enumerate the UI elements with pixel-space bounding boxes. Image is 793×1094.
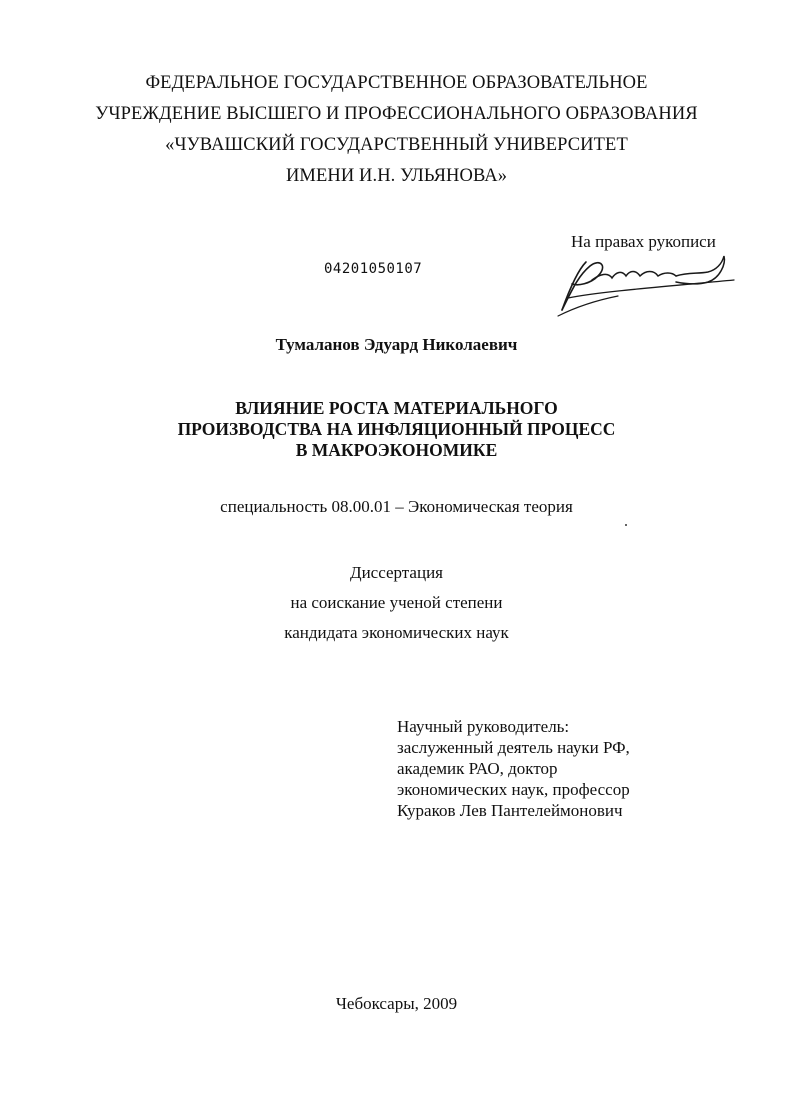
supervisor-name: Кураков Лев Пантелеймонович	[397, 801, 623, 820]
supervisor-block	[397, 716, 630, 821]
thesis-title-line-3: В МАКРОЭКОНОМИКЕ	[295, 440, 498, 460]
degree-line-2: на соискание ученой степени	[290, 593, 503, 612]
registration-number: 04201050107	[324, 261, 423, 277]
thesis-title-line-1: ВЛИЯНИЕ РОСТА МАТЕРИАЛЬНОГО	[235, 398, 558, 418]
supervisor-honorary-title: заслуженный деятель науки РФ,	[397, 738, 630, 757]
scan-speck	[625, 524, 627, 526]
supervisor-heading: Научный руководитель:	[397, 717, 570, 736]
manuscript-rights-note: На правах рукописи	[571, 232, 716, 251]
degree-line-3: кандидата экономических наук	[284, 623, 509, 642]
institution-line-3: «ЧУВАШСКИЙ ГОСУДАРСТВЕННЫЙ УНИВЕРСИТЕТ	[165, 135, 628, 155]
degree-line-1: Диссертация	[349, 563, 443, 582]
specialty-line: специальность 08.00.01 – Экономическая теория	[220, 497, 573, 516]
supervisor-academic-title: академик РАО, доктор	[397, 759, 558, 778]
thesis-title-line-2: ПРОИЗВОДСТВА НА ИНФЛЯЦИОННЫЙ ПРОЦЕСС	[177, 419, 616, 439]
city-and-year: Чебоксары, 2009	[335, 994, 458, 1013]
institution-line-2: УЧРЕЖДЕНИЕ ВЫСШЕГО И ПРОФЕССИОНАЛЬНОГО ОБРАЗОВАНИЯ	[95, 104, 698, 124]
supervisor-degree: экономических наук, профессор	[397, 780, 630, 799]
institution-line-4: ИМЕНИ И.Н. УЛЬЯНОВА»	[285, 166, 508, 186]
signature-icon	[548, 248, 748, 320]
author-name: Тумаланов Эдуард Николаевич	[275, 335, 518, 354]
institution-line-1: ФЕДЕРАЛЬНОЕ ГОСУДАРСТВЕННОЕ ОБРАЗОВАТЕЛЬНОЕ	[145, 73, 648, 93]
